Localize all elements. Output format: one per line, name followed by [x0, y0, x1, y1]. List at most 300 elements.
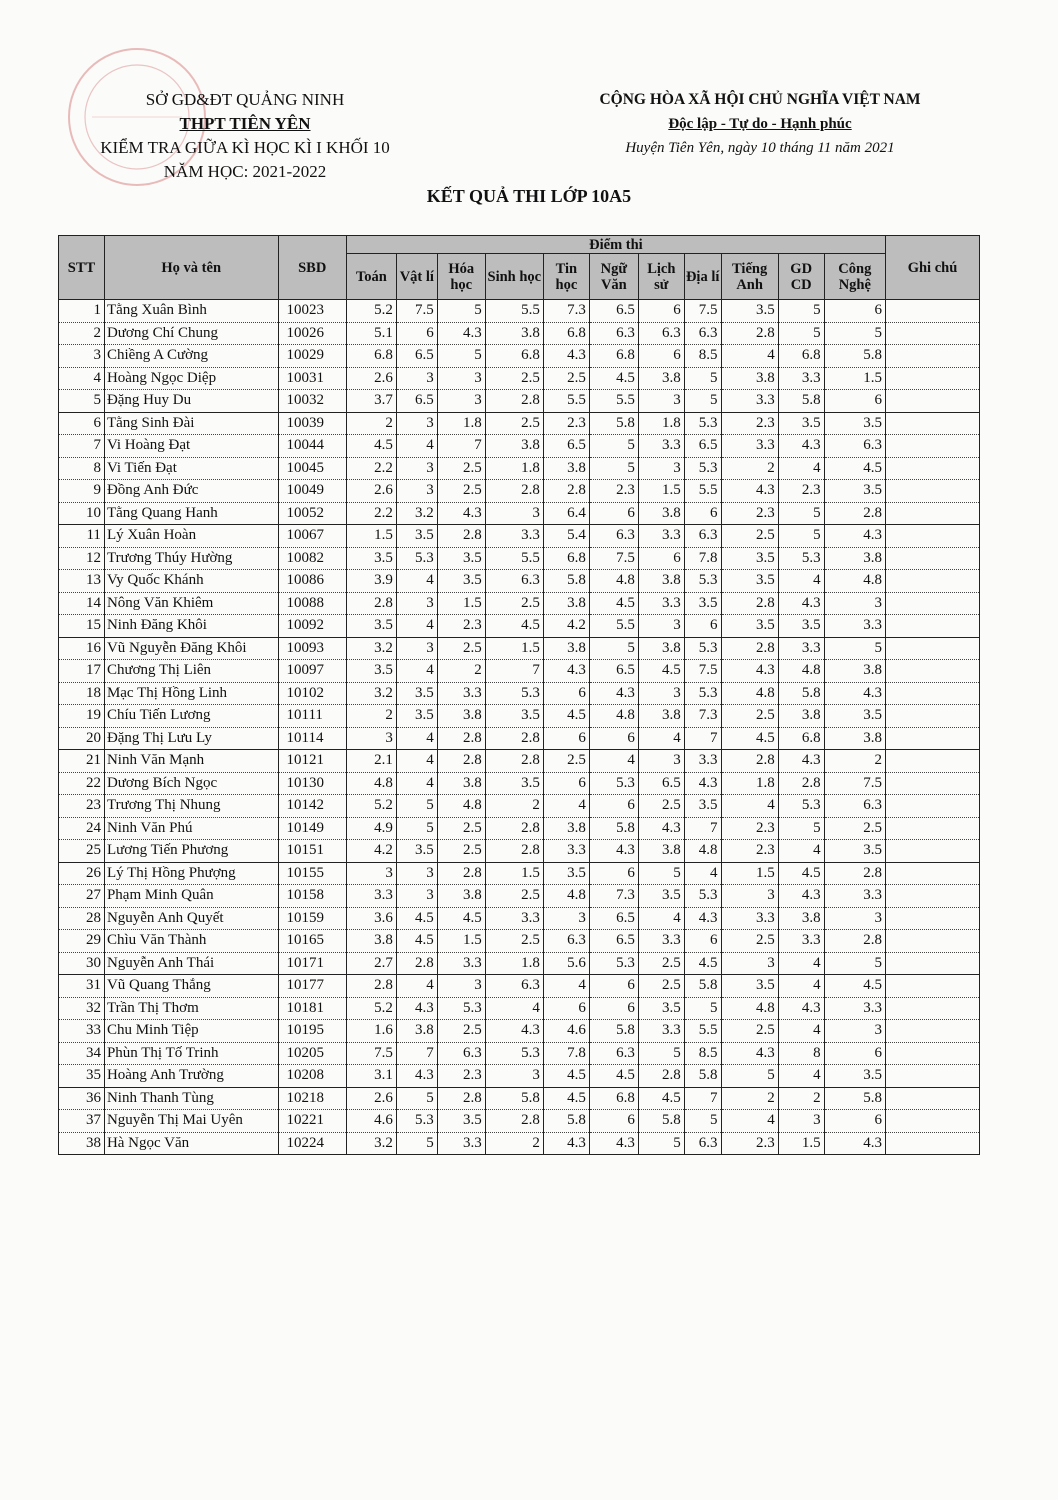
score-cell: 2.8 [721, 750, 778, 773]
score-cell: 7.8 [684, 547, 721, 570]
sbd-cell: 10026 [278, 322, 346, 345]
table-row [59, 570, 980, 593]
score-cell: 1.8 [638, 412, 684, 435]
score-cell: 3.1 [346, 1065, 396, 1088]
sbd-cell: 10155 [278, 862, 346, 885]
score-cell: 2 [485, 795, 543, 818]
score-cell: 5 [396, 1132, 437, 1155]
note-cell [885, 615, 979, 638]
score-cell: 4.5 [543, 1087, 589, 1110]
score-cell: 2.8 [437, 750, 485, 773]
sbd-cell: 10086 [278, 570, 346, 593]
score-cell: 2.8 [721, 592, 778, 615]
note-cell [885, 727, 979, 750]
score-cell: 1.5 [485, 637, 543, 660]
score-cell: 4.3 [543, 660, 589, 683]
table-row [59, 502, 980, 525]
score-cell: 4.5 [346, 435, 396, 458]
score-cell: 5.3 [589, 772, 638, 795]
score-cell: 1.5 [437, 592, 485, 615]
score-cell: 4.2 [543, 615, 589, 638]
score-cell: 2.3 [589, 480, 638, 503]
score-cell: 5.3 [684, 637, 721, 660]
score-cell: 5 [778, 817, 824, 840]
name-cell: Vi Tiến Đạt [104, 457, 278, 480]
score-cell: 3.8 [824, 547, 885, 570]
note-cell [885, 997, 979, 1020]
header-right [560, 88, 960, 160]
score-cell: 5.6 [543, 952, 589, 975]
col-header-subject: Công Nghệ [824, 254, 885, 300]
note-cell [885, 975, 979, 998]
score-cell: 6.8 [543, 322, 589, 345]
stt-cell: 15 [59, 615, 105, 638]
table-row [59, 525, 980, 548]
name-cell: Hoàng Ngọc Diệp [104, 367, 278, 390]
note-cell [885, 502, 979, 525]
sbd-cell: 10052 [278, 502, 346, 525]
score-cell: 6.8 [778, 345, 824, 368]
score-cell: 3 [824, 1020, 885, 1043]
score-cell: 5 [778, 502, 824, 525]
table-row [59, 547, 980, 570]
stt-cell: 35 [59, 1065, 105, 1088]
score-cell: 6 [684, 502, 721, 525]
name-cell: Hà Ngọc Văn [104, 1132, 278, 1155]
score-cell: 8.5 [684, 1042, 721, 1065]
name-cell: Trương Thúy Hường [104, 547, 278, 570]
stt-cell: 17 [59, 660, 105, 683]
score-cell: 5.3 [778, 547, 824, 570]
col-header-subject: Hóa học [437, 254, 485, 300]
table-row [59, 615, 980, 638]
score-cell: 6 [638, 345, 684, 368]
score-cell: 5 [824, 322, 885, 345]
score-cell: 3.5 [721, 570, 778, 593]
stt-cell: 24 [59, 817, 105, 840]
score-cell: 4 [396, 750, 437, 773]
stt-cell: 20 [59, 727, 105, 750]
score-cell: 6.3 [543, 930, 589, 953]
score-cell: 6.8 [346, 345, 396, 368]
name-cell: Dương Bích Ngọc [104, 772, 278, 795]
score-cell: 4.5 [485, 615, 543, 638]
name-cell: Mạc Thị Hồng Linh [104, 682, 278, 705]
score-cell: 3.5 [396, 705, 437, 728]
score-cell: 4 [543, 795, 589, 818]
sbd-cell: 10093 [278, 637, 346, 660]
score-cell: 6 [589, 795, 638, 818]
score-cell: 2.8 [778, 772, 824, 795]
score-cell: 4.3 [437, 502, 485, 525]
name-cell: Chíu Tiến Lương [104, 705, 278, 728]
note-cell [885, 840, 979, 863]
score-cell: 2.8 [346, 592, 396, 615]
sbd-cell: 10097 [278, 660, 346, 683]
score-cell: 3.8 [543, 637, 589, 660]
score-cell: 8 [778, 1042, 824, 1065]
score-cell: 4.3 [824, 1132, 885, 1155]
sbd-cell: 10121 [278, 750, 346, 773]
score-cell: 4 [721, 1110, 778, 1133]
note-cell [885, 750, 979, 773]
score-cell: 2 [721, 457, 778, 480]
score-cell: 2.5 [721, 525, 778, 548]
score-cell: 3 [437, 367, 485, 390]
stt-cell: 38 [59, 1132, 105, 1155]
score-cell: 6.3 [824, 435, 885, 458]
score-cell: 6.5 [589, 907, 638, 930]
score-cell: 4.3 [721, 660, 778, 683]
score-cell: 3.8 [543, 457, 589, 480]
sbd-cell: 10224 [278, 1132, 346, 1155]
score-cell: 2.8 [721, 322, 778, 345]
score-cell: 3.3 [638, 930, 684, 953]
table-row [59, 930, 980, 953]
table-row [59, 952, 980, 975]
score-cell: 4 [721, 345, 778, 368]
sbd-cell: 10111 [278, 705, 346, 728]
score-cell: 3 [638, 615, 684, 638]
score-cell: 5.8 [589, 817, 638, 840]
score-cell: 3 [396, 412, 437, 435]
score-cell: 5 [684, 997, 721, 1020]
score-cell: 6.3 [589, 322, 638, 345]
score-cell: 3.8 [824, 660, 885, 683]
score-cell: 5 [396, 817, 437, 840]
score-cell: 4.5 [589, 367, 638, 390]
score-cell: 4 [778, 1020, 824, 1043]
stt-cell: 11 [59, 525, 105, 548]
score-cell: 3.5 [824, 705, 885, 728]
score-cell: 3 [485, 502, 543, 525]
score-cell: 2.8 [638, 1065, 684, 1088]
note-cell [885, 817, 979, 840]
score-cell: 5.3 [684, 570, 721, 593]
score-cell: 5.8 [778, 682, 824, 705]
score-cell: 4.3 [778, 750, 824, 773]
name-cell: Lý Thị Hồng Phượng [104, 862, 278, 885]
score-cell: 3.3 [638, 435, 684, 458]
score-cell: 3.8 [346, 930, 396, 953]
name-cell: Vy Quốc Khánh [104, 570, 278, 593]
score-cell: 3.3 [437, 952, 485, 975]
table-row [59, 907, 980, 930]
note-cell [885, 457, 979, 480]
score-cell: 5 [437, 300, 485, 323]
col-header-subject: Sinh học [485, 254, 543, 300]
score-cell: 1.8 [485, 457, 543, 480]
score-cell: 3.2 [396, 502, 437, 525]
note-cell [885, 570, 979, 593]
score-cell: 3.5 [346, 547, 396, 570]
score-cell: 4.3 [543, 1132, 589, 1155]
score-cell: 3.8 [485, 322, 543, 345]
score-cell: 2 [778, 1087, 824, 1110]
table-row [59, 795, 980, 818]
score-cell: 2.5 [437, 637, 485, 660]
score-cell: 3.8 [437, 705, 485, 728]
score-cell: 4 [721, 795, 778, 818]
score-cell: 4 [638, 727, 684, 750]
score-cell: 3.2 [346, 637, 396, 660]
table-row [59, 345, 980, 368]
score-cell: 3 [396, 457, 437, 480]
score-cell: 4.9 [346, 817, 396, 840]
score-cell: 6.5 [589, 930, 638, 953]
score-cell: 6 [824, 390, 885, 413]
sbd-cell: 10031 [278, 367, 346, 390]
score-cell: 6 [543, 772, 589, 795]
national-motto: Độc lập - Tự do - Hạnh phúc [668, 116, 852, 132]
stt-cell: 18 [59, 682, 105, 705]
stt-cell: 27 [59, 885, 105, 908]
score-cell: 4.8 [721, 682, 778, 705]
score-cell: 7.5 [684, 300, 721, 323]
table-row [59, 480, 980, 503]
name-cell: Chương Thị Liên [104, 660, 278, 683]
score-cell: 5.5 [684, 1020, 721, 1043]
score-cell: 2.5 [721, 1020, 778, 1043]
sbd-cell: 10218 [278, 1087, 346, 1110]
score-cell: 4 [684, 862, 721, 885]
score-cell: 5.8 [543, 1110, 589, 1133]
score-cell: 2.5 [638, 975, 684, 998]
score-cell: 6.3 [437, 1042, 485, 1065]
score-cell: 3.3 [638, 525, 684, 548]
score-cell: 4.5 [638, 660, 684, 683]
score-cell: 6 [638, 300, 684, 323]
score-cell: 6 [589, 502, 638, 525]
score-cell: 6.8 [485, 345, 543, 368]
score-cell: 5.3 [684, 412, 721, 435]
score-cell: 5.2 [346, 997, 396, 1020]
score-cell: 6.3 [684, 1132, 721, 1155]
score-cell: 1.6 [346, 1020, 396, 1043]
note-cell [885, 660, 979, 683]
score-cell: 2.8 [485, 727, 543, 750]
score-cell: 6.5 [589, 300, 638, 323]
score-cell: 5.3 [485, 682, 543, 705]
col-header-subject: Vật lí [396, 254, 437, 300]
sbd-cell: 10088 [278, 592, 346, 615]
score-cell: 2.8 [824, 930, 885, 953]
exam-name: KIỂM TRA GIỮA KÌ HỌC KÌ I KHỐI 10 [100, 138, 390, 157]
score-cell: 2.5 [543, 367, 589, 390]
score-cell: 5 [778, 525, 824, 548]
score-cell: 4 [396, 772, 437, 795]
score-cell: 3.5 [346, 660, 396, 683]
score-cell: 4.5 [824, 457, 885, 480]
score-cell: 4.3 [778, 592, 824, 615]
score-cell: 5.8 [684, 975, 721, 998]
score-cell: 3.8 [638, 570, 684, 593]
sbd-cell: 10181 [278, 997, 346, 1020]
score-cell: 8.5 [684, 345, 721, 368]
score-cell: 3.3 [485, 907, 543, 930]
score-cell: 6.8 [543, 547, 589, 570]
score-cell: 3 [437, 975, 485, 998]
score-cell: 3.8 [721, 367, 778, 390]
table-row [59, 862, 980, 885]
score-cell: 1.5 [485, 862, 543, 885]
score-cell: 5.5 [485, 547, 543, 570]
score-cell: 3.5 [778, 615, 824, 638]
note-cell [885, 1087, 979, 1110]
name-cell: Phùn Thị Tố Trinh [104, 1042, 278, 1065]
score-cell: 3 [396, 885, 437, 908]
score-cell: 5.3 [485, 1042, 543, 1065]
table-row [59, 1020, 980, 1043]
score-cell: 3.3 [485, 525, 543, 548]
score-cell: 7 [396, 1042, 437, 1065]
score-cell: 4.5 [638, 1087, 684, 1110]
score-cell: 3.5 [778, 412, 824, 435]
table-row [59, 705, 980, 728]
stt-cell: 32 [59, 997, 105, 1020]
name-cell: Chìu Văn Thành [104, 930, 278, 953]
score-cell: 6.4 [543, 502, 589, 525]
table-row [59, 1042, 980, 1065]
score-cell: 4 [396, 570, 437, 593]
score-cell: 3 [396, 862, 437, 885]
score-cell: 3 [396, 480, 437, 503]
score-cell: 3.3 [778, 367, 824, 390]
score-cell: 5.8 [589, 412, 638, 435]
score-cell: 6 [396, 322, 437, 345]
stt-cell: 19 [59, 705, 105, 728]
score-cell: 5.8 [589, 1020, 638, 1043]
score-cell: 5 [638, 862, 684, 885]
score-cell: 2.5 [437, 1020, 485, 1043]
score-cell: 4.5 [824, 975, 885, 998]
table-row [59, 885, 980, 908]
score-cell: 2 [437, 660, 485, 683]
score-cell: 5.8 [824, 1087, 885, 1110]
score-cell: 3.5 [824, 840, 885, 863]
table-row [59, 975, 980, 998]
score-cell: 5.2 [346, 300, 396, 323]
name-cell: Tằng Quang Hanh [104, 502, 278, 525]
sbd-cell: 10221 [278, 1110, 346, 1133]
score-cell: 3.5 [721, 615, 778, 638]
score-cell: 4.3 [396, 1065, 437, 1088]
table-row [59, 817, 980, 840]
note-cell [885, 930, 979, 953]
score-cell: 5 [437, 345, 485, 368]
score-cell: 3.3 [721, 907, 778, 930]
name-cell: Chu Minh Tiệp [104, 1020, 278, 1043]
score-cell: 3.8 [437, 885, 485, 908]
stt-cell: 34 [59, 1042, 105, 1065]
score-cell: 2 [485, 1132, 543, 1155]
score-cell: 5 [638, 1042, 684, 1065]
score-cell: 2.5 [437, 840, 485, 863]
sbd-cell: 10142 [278, 795, 346, 818]
score-cell: 5.3 [589, 952, 638, 975]
score-cell: 2.3 [778, 480, 824, 503]
score-cell: 3.5 [824, 1065, 885, 1088]
score-cell: 5.3 [778, 795, 824, 818]
name-cell: Vi Hoàng Đạt [104, 435, 278, 458]
col-header-subject: Địa lí [684, 254, 721, 300]
score-cell: 4.8 [721, 997, 778, 1020]
document-date: Huyện Tiên Yên, ngày 10 tháng 11 năm 2021 [625, 140, 895, 156]
stt-cell: 4 [59, 367, 105, 390]
col-header-subject: Ngữ Văn [589, 254, 638, 300]
score-cell: 5.8 [543, 570, 589, 593]
stt-cell: 13 [59, 570, 105, 593]
col-header-stt: STT [59, 236, 105, 300]
score-cell: 2.8 [721, 637, 778, 660]
score-cell: 4.3 [684, 907, 721, 930]
score-cell: 3 [638, 750, 684, 773]
score-cell: 4.8 [543, 885, 589, 908]
score-cell: 3 [721, 952, 778, 975]
score-cell: 3.5 [824, 480, 885, 503]
stt-cell: 2 [59, 322, 105, 345]
score-cell: 6 [824, 1042, 885, 1065]
score-cell: 2.3 [721, 502, 778, 525]
score-cell: 5 [778, 322, 824, 345]
stt-cell: 6 [59, 412, 105, 435]
sbd-cell: 10092 [278, 615, 346, 638]
score-cell: 7.3 [589, 885, 638, 908]
sbd-cell: 10149 [278, 817, 346, 840]
score-cell: 4.3 [589, 1132, 638, 1155]
stt-cell: 5 [59, 390, 105, 413]
score-cell: 6.3 [824, 795, 885, 818]
score-cell: 2.8 [824, 502, 885, 525]
table-row [59, 390, 980, 413]
sbd-cell: 10029 [278, 345, 346, 368]
score-cell: 3.5 [437, 547, 485, 570]
score-cell: 4.3 [778, 435, 824, 458]
stt-cell: 8 [59, 457, 105, 480]
sbd-cell: 10177 [278, 975, 346, 998]
score-cell: 7 [684, 727, 721, 750]
score-cell: 5.3 [396, 547, 437, 570]
table-row [59, 412, 980, 435]
table-row [59, 367, 980, 390]
score-cell: 3.8 [638, 502, 684, 525]
score-cell: 6.8 [778, 727, 824, 750]
score-cell: 5.1 [346, 322, 396, 345]
score-cell: 7.3 [543, 300, 589, 323]
name-cell: Đặng Thị Lưu Ly [104, 727, 278, 750]
score-cell: 4 [396, 615, 437, 638]
score-cell: 4.3 [396, 997, 437, 1020]
score-cell: 2.2 [346, 502, 396, 525]
score-cell: 5 [589, 435, 638, 458]
col-header-subject: Toán [346, 254, 396, 300]
score-cell: 5.5 [589, 390, 638, 413]
stt-cell: 1 [59, 300, 105, 323]
stt-cell: 31 [59, 975, 105, 998]
score-cell: 3 [824, 592, 885, 615]
score-cell: 6 [684, 930, 721, 953]
name-cell: Nguyễn Thị Mai Uyên [104, 1110, 278, 1133]
score-cell: 5.3 [684, 457, 721, 480]
score-cell: 3.3 [684, 750, 721, 773]
score-cell: 1.8 [437, 412, 485, 435]
note-cell [885, 907, 979, 930]
stt-cell: 3 [59, 345, 105, 368]
name-cell: Trần Thị Thơm [104, 997, 278, 1020]
score-cell: 4 [778, 1065, 824, 1088]
note-cell [885, 547, 979, 570]
score-cell: 3.3 [721, 390, 778, 413]
